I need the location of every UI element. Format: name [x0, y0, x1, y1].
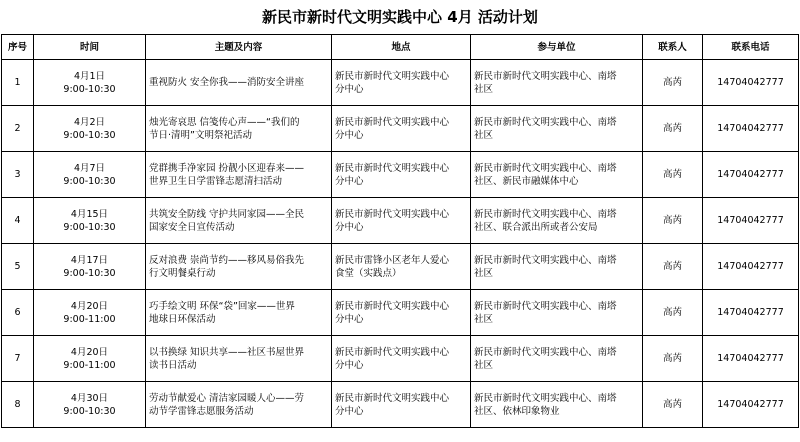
- row-units: 新民市新时代文明实践中心、南塔 社区: [471, 244, 643, 290]
- table-row: [2, 244, 799, 290]
- row-place: 新民市新时代文明实践中心 分中心: [332, 336, 471, 382]
- row-phone: 14704042777: [703, 198, 799, 244]
- row-topic: 烛光寄哀思 信笺传心声——“我们的 节日·清明”文明祭祀活动: [146, 106, 332, 152]
- header-phone: 联系电话: [703, 35, 799, 60]
- header-time: 时间: [34, 35, 146, 60]
- row-phone: 14704042777: [703, 60, 799, 106]
- table-row: [2, 290, 799, 336]
- row-units: 新民市新时代文明实践中心、南塔 社区、依林印象物业: [471, 382, 643, 428]
- row-no: 7: [2, 336, 34, 382]
- row-no: 3: [2, 152, 34, 198]
- row-topic: 反对浪费 崇尚节约——移风易俗我先 行文明餐桌行动: [146, 244, 332, 290]
- row-time: 4月30日 9:00-10:30: [34, 382, 146, 428]
- header-no: 序号: [2, 35, 34, 60]
- row-phone: 14704042777: [703, 244, 799, 290]
- table-row: [2, 152, 799, 198]
- row-topic: 以书换绿 知识共享——社区书屋世界 读书日活动: [146, 336, 332, 382]
- row-time: 4月20日 9:00-11:00: [34, 290, 146, 336]
- header-units: 参与单位: [471, 35, 643, 60]
- row-no: 1: [2, 60, 34, 106]
- row-topic: 重视防火 安全你我——消防安全讲座: [146, 60, 332, 106]
- sheet-title: 新民市新时代文明实践中心 4月 活动计划: [262, 8, 538, 26]
- row-no: 5: [2, 244, 34, 290]
- table-row: [2, 336, 799, 382]
- row-place: 新民市新时代文明实践中心 分中心: [332, 60, 471, 106]
- table-row: [2, 60, 799, 106]
- row-contact: 高芮: [643, 60, 703, 106]
- header-topic: 主题及内容: [146, 35, 332, 60]
- row-phone: 14704042777: [703, 382, 799, 428]
- row-time: 4月7日 9:00-10:30: [34, 152, 146, 198]
- header-place: 地点: [332, 35, 471, 60]
- row-contact: 高芮: [643, 244, 703, 290]
- row-topic: 巧手绘文明 环保“袋”回家——世界 地球日环保活动: [146, 290, 332, 336]
- header-contact: 联系人: [643, 35, 703, 60]
- row-no: 8: [2, 382, 34, 428]
- row-place: 新民市新时代文明实践中心 分中心: [332, 290, 471, 336]
- row-time: 4月15日 9:00-10:30: [34, 198, 146, 244]
- row-no: 4: [2, 198, 34, 244]
- row-place: 新民市新时代文明实践中心 分中心: [332, 198, 471, 244]
- row-contact: 高芮: [643, 336, 703, 382]
- row-place: 新民市新时代文明实践中心 分中心: [332, 382, 471, 428]
- row-contact: 高芮: [643, 198, 703, 244]
- row-units: 新民市新时代文明实践中心、南塔 社区: [471, 290, 643, 336]
- row-time: 4月20日 9:00-11:00: [34, 336, 146, 382]
- row-units: 新民市新时代文明实践中心、南塔 社区、联合派出所或者公安局: [471, 198, 643, 244]
- row-contact: 高芮: [643, 106, 703, 152]
- row-phone: 14704042777: [703, 336, 799, 382]
- row-topic: 劳动节献爱心 清洁家园暖人心——劳 动节学雷锋志愿服务活动: [146, 382, 332, 428]
- row-time: 4月2日 9:00-10:30: [34, 106, 146, 152]
- row-phone: 14704042777: [703, 290, 799, 336]
- table-row: [2, 382, 799, 428]
- row-time: 4月17日 9:00-10:30: [34, 244, 146, 290]
- row-place: 新民市雷锋小区老年人爱心 食堂（实践点）: [332, 244, 471, 290]
- row-units: 新民市新时代文明实践中心、南塔 社区: [471, 336, 643, 382]
- row-contact: 高芮: [643, 382, 703, 428]
- header-row: [2, 35, 799, 60]
- table-row: [2, 106, 799, 152]
- row-topic: 党群携手净家园 扮靓小区迎春来—— 世界卫生日学雷锋志愿清扫活动: [146, 152, 332, 198]
- row-contact: 高芮: [643, 152, 703, 198]
- activity-table: [1, 34, 799, 428]
- row-phone: 14704042777: [703, 106, 799, 152]
- row-units: 新民市新时代文明实践中心、南塔 社区、新民市融媒体中心: [471, 152, 643, 198]
- table-row: [2, 198, 799, 244]
- row-phone: 14704042777: [703, 152, 799, 198]
- row-units: 新民市新时代文明实践中心、南塔 社区: [471, 106, 643, 152]
- row-topic: 共筑安全防线 守护共同家园——全民 国家安全日宣传活动: [146, 198, 332, 244]
- row-no: 2: [2, 106, 34, 152]
- row-time: 4月1日 9:00-10:30: [34, 60, 146, 106]
- row-contact: 高芮: [643, 290, 703, 336]
- row-place: 新民市新时代文明实践中心 分中心: [332, 152, 471, 198]
- row-units: 新民市新时代文明实践中心、南塔 社区: [471, 60, 643, 106]
- row-place: 新民市新时代文明实践中心 分中心: [332, 106, 471, 152]
- row-no: 6: [2, 290, 34, 336]
